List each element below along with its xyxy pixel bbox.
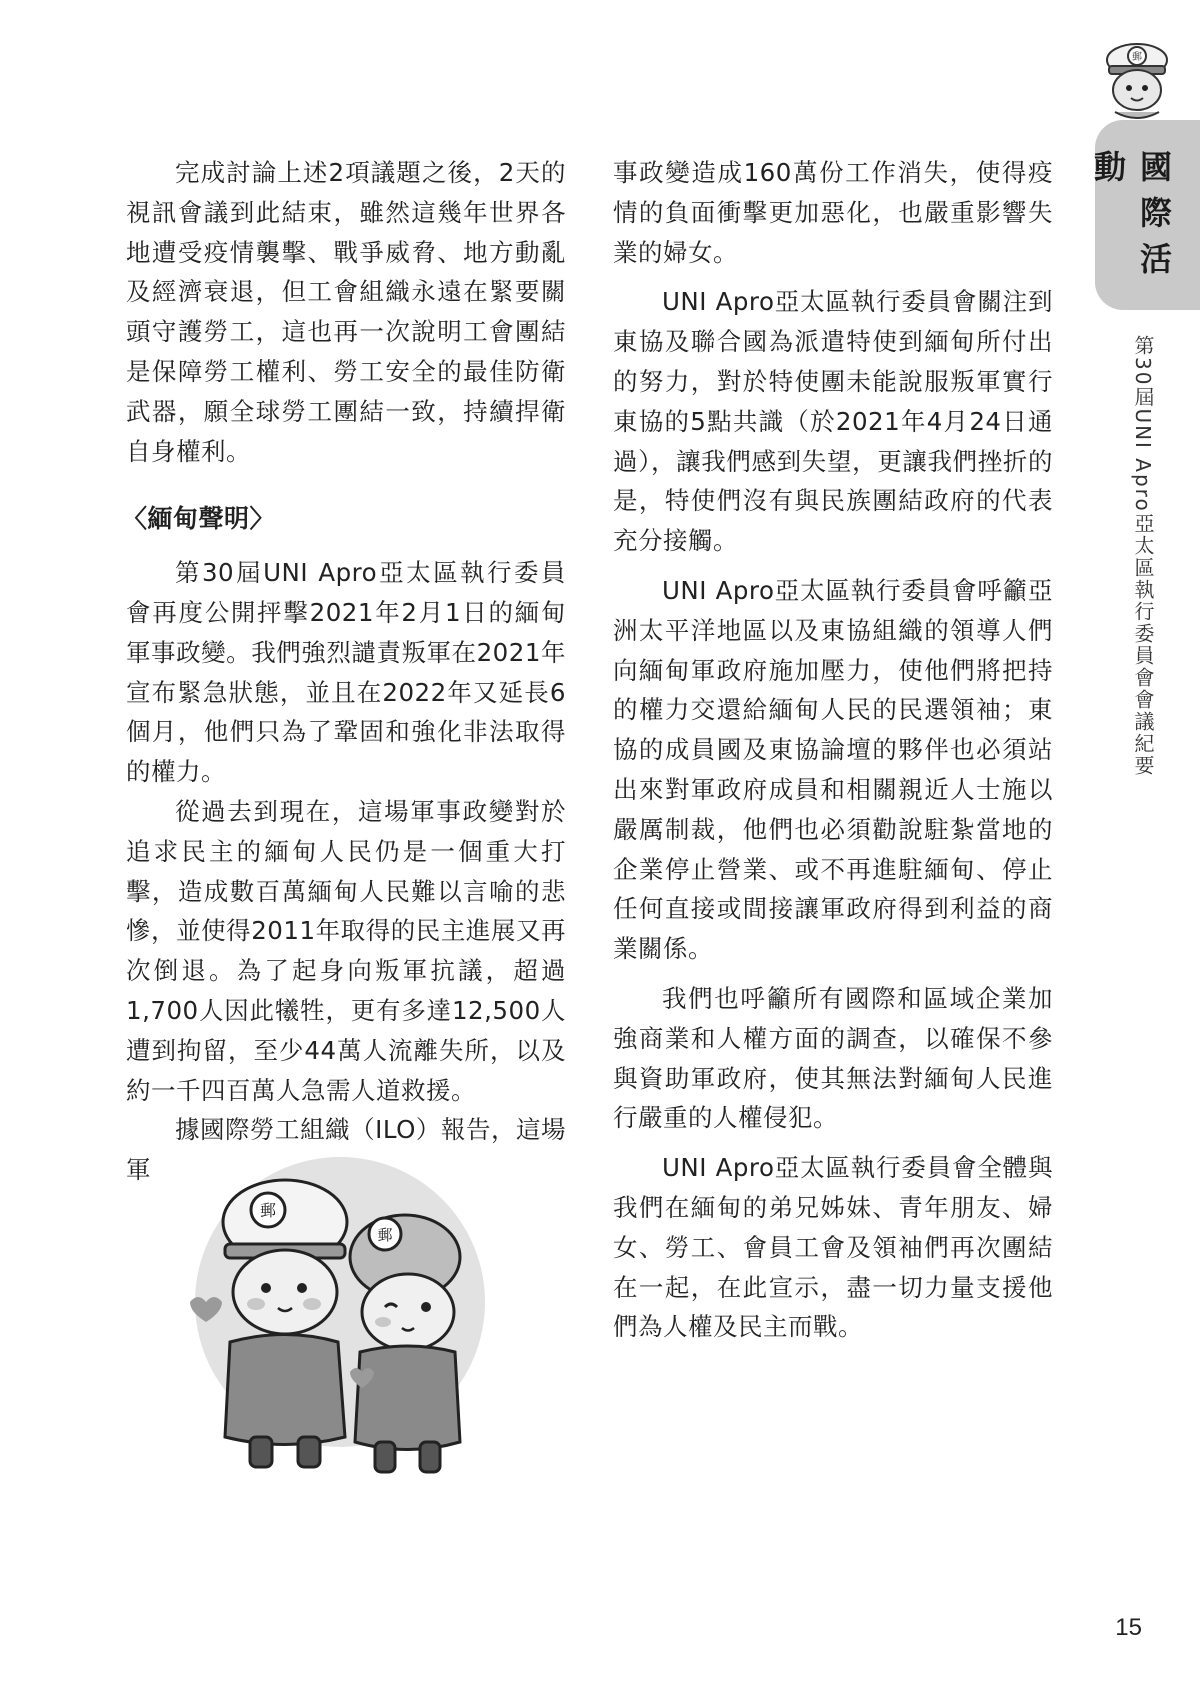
article-running-title: 第30屆UNI Apro亞太區執行委員會會議紀要 [1131,335,1155,777]
paragraph: 我們也呼籲所有國際和區域企業加強商業和人權方面的調查，以確保不參與資助軍政府，使其無法對緬甸人民進行嚴重的人權侵犯。 [613,983,1053,1133]
paragraph: UNI Apro亞太區執行委員會關注到東協及聯合國為派遣特使到緬甸所付出的努力，對於特使團未能說服叛軍實行東協的5點共識（於2021年4月24日通過），讓我們感到失望，更讓我們挫折的是，特使們沒有與民族團結政府的代表充分接觸。 [613,287,1053,556]
right-column [613,153,1053,1347]
svg-text:郵: 郵 [259,1201,277,1220]
mascot-head-illustration [1087,32,1182,131]
paragraph: 第30屆UNI Apro亞太區執行委員會再度公開抨擊2021年2月1日的緬甸軍事政變。我們強烈譴責叛軍在2021年宣布緊急狀態，並且在2022年又延長6個月，他們只為了鞏固和強化非法取得的權力。 [126,558,566,787]
paragraph: 據國際勞工組織（ILO）報告，這場軍 [126,1115,566,1185]
section-tab [1089,120,1200,310]
svg-text:郵: 郵 [377,1226,393,1244]
paragraph: 從過去到現在，這場軍事政變對於追求民主的緬甸人民仍是一個重大打擊，造成數百萬緬甸人民難以言喻的悲慘，並使得2011年取得的民主進展又再次倒退。為了起身向叛軍抗議，超過1,700人因此犧牲，更有多達12,500人遭到拘留，至少44萬人流離失所，以及約一千四百萬人急需人道救援。 [126,796,566,1105]
section-tab-title: 國際活動 [1089,150,1173,288]
left-column [122,153,566,1190]
svg-text:郵: 郵 [1132,52,1142,63]
paragraph: 事政變造成160萬份工作消失，使得疫情的負面衝擊更加惡化，也嚴重影響失業的婦女。 [613,158,1053,267]
paragraph: UNI Apro亞太區執行委員會呼籲亞洲太平洋地區以及東協組織的領導人們向緬甸軍政府施加壓力，使他們將把持的權力交還給緬甸人民的民選領袖；東協的成員國及東協論壇的夥伴也必須站出來對軍政府成員和相關親近人士施以嚴厲制裁，他們也必須勸說駐紮當地的企業停止營業、或不再進駐緬甸、停止任何直接或間接讓軍政府得到利益的商業關係。 [613,575,1053,964]
page-number: 15 [1115,1614,1142,1641]
paragraph: UNI Apro亞太區執行委員會全體與我們在緬甸的弟兄姊妹、青年朋友、婦女、勞工、會員工會及領袖們再次團結在一起，在此宣示，盡一切力量支援他們為人權及民主而戰。 [613,1153,1053,1342]
paragraph: 完成討論上述2項議題之後，2天的視訊會議到此結束，雖然這幾年世界各地遭受疫情襲擊、戰爭威脅、地方動亂及經濟衰退，但工會組織永遠在緊要關頭守護勞工，這也再一次說明工會團結是保障勞工權利、勞工安全的最佳防衛武器，願全球勞工團結一致，持續捍衛自身權利。 [126,158,566,466]
mascots-illustration [180,1152,500,1496]
section-heading: 〈緬甸聲明〉 [122,504,276,534]
